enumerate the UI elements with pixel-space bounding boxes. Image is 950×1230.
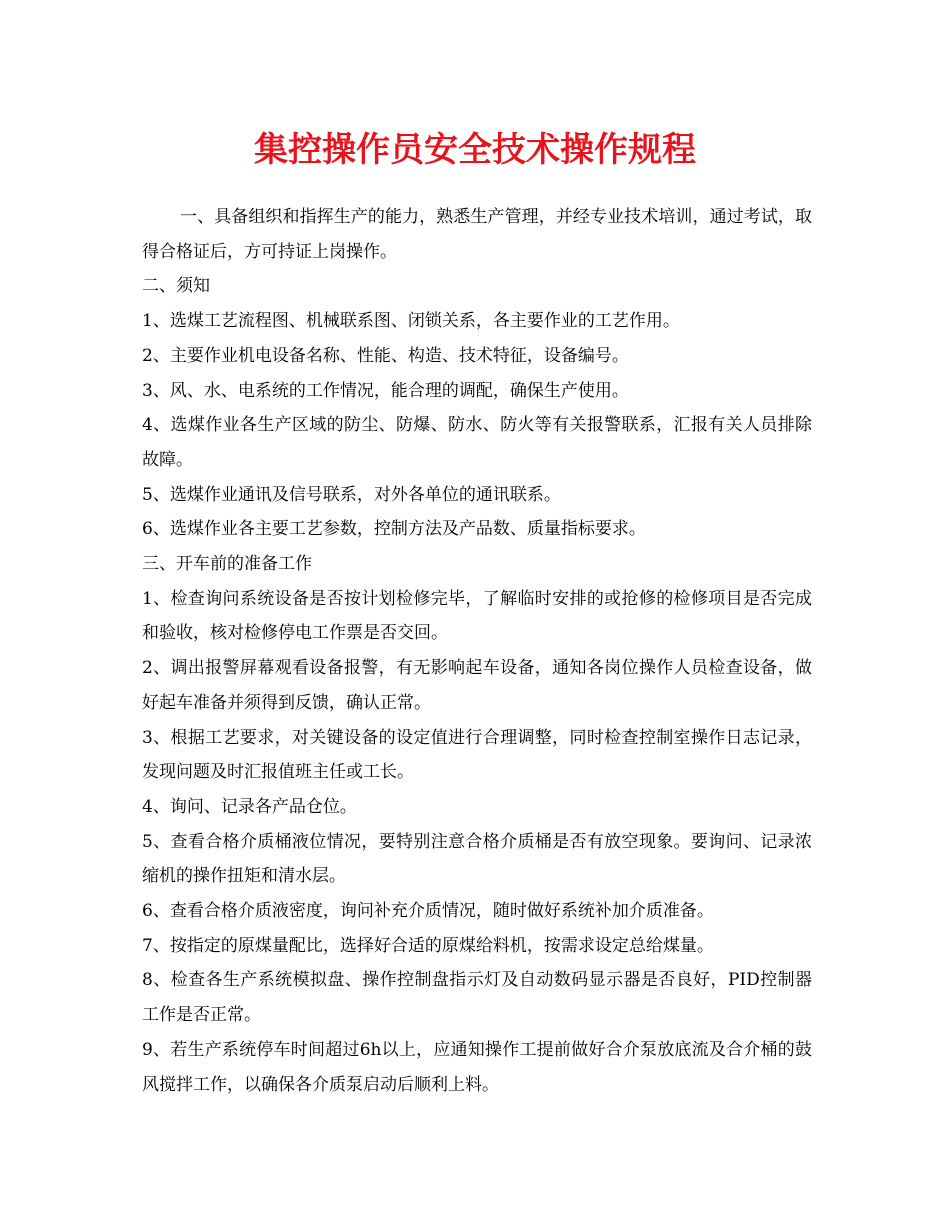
document-title: 集控操作员安全技术操作规程 [254, 130, 696, 170]
list-item: 3、风、水、电系统的工作情况，能合理的调配，确保生产使用。 [142, 380, 629, 401]
document-body [142, 200, 812, 1102]
list-item: 2、调出报警屏幕观看设备报警，有无影响起车设备，通知各岗位操作人员检查设备，做好起车准备并须得到反馈，确认正常。 [142, 658, 812, 713]
list-item: 1、检查询问系统设备是否按计划检修完毕，了解临时安排的或抢修的检修项目是否完成和验收，核对检修停电工作票是否交回。 [142, 588, 812, 644]
paragraph-section-1: 一、具备组织和指挥生产的能力，熟悉生产管理，并经专业技术培训，通过考试，取得合格证后，方可持证上岗操作。 [142, 207, 812, 262]
list-item: 8、检查各生产系统模拟盘、操作控制盘指示灯及自动数码显示器是否良好，PID控制器工作是否正常。 [142, 970, 812, 1026]
list-item: 7、按指定的原煤量配比，选择好合适的原煤给料机，按需求设定总给煤量。 [142, 935, 714, 956]
list-item: 3、根据工艺要求，对关键设备的设定值进行合理调整，同时检查控制室操作日志记录，发现问题及时汇报值班主任或工长。 [142, 727, 812, 783]
heading-section-3: 三、开车前的准备工作 [142, 554, 312, 575]
list-item: 4、询问、记录各产品仓位。 [142, 796, 357, 817]
list-item: 9、若生产系统停车时间超过6h以上，应通知操作工提前做好合介泵放底流及合介桶的鼓风搅拌工作，以确保各介质泵启动后顺利上料。 [142, 1039, 812, 1095]
list-item: 5、查看合格介质桶液位情况，要特别注意合格介质桶是否有放空现象。要询问、记录浓缩机的操作扭矩和清水层。 [142, 831, 812, 887]
list-item: 6、查看合格介质液密度，询问补充介质情况，随时做好系统补加介质准备。 [142, 901, 714, 922]
list-item: 4、选煤作业各生产区域的防尘、防爆、防水、防火等有关报警联系，汇报有关人员排除故障。 [142, 415, 812, 470]
list-item: 1、选煤工艺流程图、机械联系图、闭锁关系，各主要作业的工艺作用。 [142, 311, 680, 332]
list-item: 2、主要作业机电设备名称、性能、构造、技术特征，设备编号。 [142, 345, 629, 366]
heading-section-2: 二、须知 [142, 276, 210, 297]
list-item: 5、选煤作业通讯及信号联系，对外各单位的通讯联系。 [142, 484, 561, 505]
list-item: 6、选煤作业各主要工艺参数，控制方法及产品数、质量指标要求。 [142, 519, 646, 540]
